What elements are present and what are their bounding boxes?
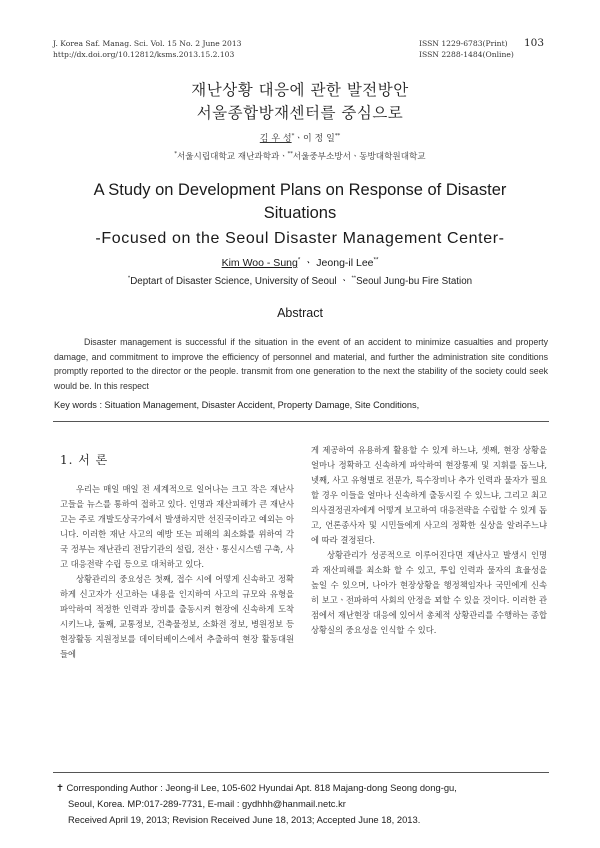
- footnote-line-3: Received April 19, 2013; Revision Received June 18, 2013; Accepted June 18, 2013.: [68, 814, 421, 825]
- issn-online: ISSN 2288-1484(Online): [419, 50, 514, 59]
- affiliation-mark: **: [351, 275, 357, 282]
- korean-authors: [0, 131, 600, 144]
- footnote-line-1: [56, 780, 457, 796]
- english-affiliation-1: Deptart of Disaster Science, University of Seoul: [130, 276, 337, 287]
- page-number: 103: [524, 37, 545, 49]
- abstract-divider: [53, 421, 549, 422]
- korean-author-2: 이 정 일: [303, 134, 335, 144]
- author-mark: *: [291, 133, 295, 139]
- author-mark: **: [334, 133, 341, 139]
- english-authors: [0, 255, 600, 270]
- keywords: Key words : Situation Management, Disaster Accident, Property Damage, Site Conditions,: [54, 400, 420, 410]
- author-mark: *: [297, 256, 301, 264]
- affiliation-mark: *: [174, 151, 177, 158]
- abstract-body: Disaster management is successful if the situation in the event of an accident to minimize casualties and property damage, and commitment to improve the efficiency of personnel and material, and further the administration site conditions promptly reported to the director or the people. transmit from one generation to the next the stability of the society could seek would be. In this respect: [54, 337, 548, 391]
- korean-affiliations: [0, 150, 600, 162]
- abstract-heading: Abstract: [277, 306, 323, 320]
- affiliation-separator: ㆍ: [279, 152, 288, 162]
- issn-print: ISSN 1229-6783(Print): [419, 39, 508, 48]
- right-column: [311, 443, 547, 638]
- paragraph: 상황관리가 성공적으로 이루어진다면 재난사고 발생시 인명과 재산피해를 최소화 할 수 있고, 투입 인력과 물자의 효율성을 높일 수 있으며, 나아가 현장상황을 행정책임자나 국민에게 신속히 보고ㆍ전파하여 사회의 안정을 꾀할 수 있을 것이다. 이러한 관점에서 재난현장 대응에 있어서 총체적 상황관리를 수행하는 종합상황실의 중요성을 인식할 수 있다.: [311, 550, 547, 635]
- paragraph: 우리는 매일 매일 전 세계적으로 일어나는 크고 작은 재난사고들을 뉴스를 통하여 접하고 있다. 인명과 재산피해가 큰 재난사고는 주로 개발도상국가에서 발생하지만 선진국이라고 예외는 아니다. 이러한 재난 사고의 예방 또는 피해의 최소화를 위하여 각국 정부는 재난관리 전담기관의 설립, 전산ㆍ통신시스템 구축, 사고 대응전략 수립 등으로 대처하고 있다.: [60, 484, 294, 569]
- korean-title-line1: 재난상황 대응에 관한 발전방안: [191, 81, 409, 99]
- english-author-2: Jeong-il Lee: [316, 257, 374, 269]
- affiliation-separator: ㆍ: [339, 276, 349, 287]
- footnote-line-2: Seoul, Korea. MP:017-289-7731, E-mail : gydhhh@hanmail.netc.kr: [68, 798, 346, 809]
- corresponding-author: Corresponding Author : Jeong-il Lee, 105-602 Hyundai Apt. 818 Majang-dong Seong dong-gu,: [66, 782, 457, 793]
- korean-author-1: 김 우 성: [259, 134, 292, 144]
- english-title-line2: Situations: [263, 204, 337, 222]
- paragraph: 게 제공하여 유용하게 활용할 수 있게 하느냐, 셋째, 현장 상황을 얼마나 정확하고 신속하게 파악하여 현장통제 및 지휘를 돕느냐, 넷째, 사고 유형별로 전문가, 특수장비나 추가 인력과 물자가 필요할 경우 이들을 얼마나 신속하게 출동시킬 수 있느냐, 그리고 최고 의사결정권자에게 어떻게 보고하여 대응전략을 수립할 수 있게 돕고, 언론종사자 및 시민들에게 사고의 정확한 실상을 알려주느냐에 따라 결정된다.: [311, 445, 547, 545]
- journal-citation: J. Korea Saf. Manag. Sci. Vol. 15 No. 2 June 2013: [53, 39, 242, 48]
- author-separator: ㆍ: [294, 134, 303, 144]
- left-column: [60, 482, 294, 662]
- footnote-divider: [53, 772, 549, 773]
- english-title-line1: A Study on Development Plans on Response of Disaster: [93, 181, 507, 199]
- paragraph: 상황관리의 중요성은 첫째, 접수 시에 어떻게 신속하고 정확하게 신고자가 신고하는 내용을 인지하여 사고의 규모와 유형을 파악하여 적정한 인력과 장비를 출동시켜 현장에 신속하게 도착시키느냐, 둘째, 교통정보, 건축물정보, 소화전 정보, 병원정보 등 현장활동 지원정보를 데이터베이스에서 추출하여 현장 활동대원들에: [60, 574, 294, 659]
- korean-affiliation-1: 서울시립대학교 재난과학과: [176, 152, 280, 162]
- dagger-marker: ✝: [56, 782, 64, 793]
- author-separator: ㆍ: [303, 257, 314, 269]
- section-heading: 1. 서 론: [60, 453, 109, 467]
- english-affiliation-2: Seoul Jung-bu Fire Station: [356, 276, 473, 287]
- affiliation-mark: *: [127, 275, 131, 282]
- doi-link[interactable]: http://dx.doi.org/10.12812/ksms.2013.15.2.103: [53, 50, 235, 59]
- author-mark: **: [373, 256, 379, 264]
- affiliation-mark: **: [287, 151, 293, 158]
- korean-affiliation-2: 서울중부소방서ㆍ동방대학원대학교: [292, 152, 426, 162]
- english-affiliations: [0, 273, 600, 287]
- english-author-1: Kim Woo - Sung: [221, 257, 298, 269]
- korean-title-line2: 서울종합방재센터를 중심으로: [196, 104, 404, 122]
- english-subtitle: -Focused on the Seoul Disaster Management Center-: [95, 230, 505, 247]
